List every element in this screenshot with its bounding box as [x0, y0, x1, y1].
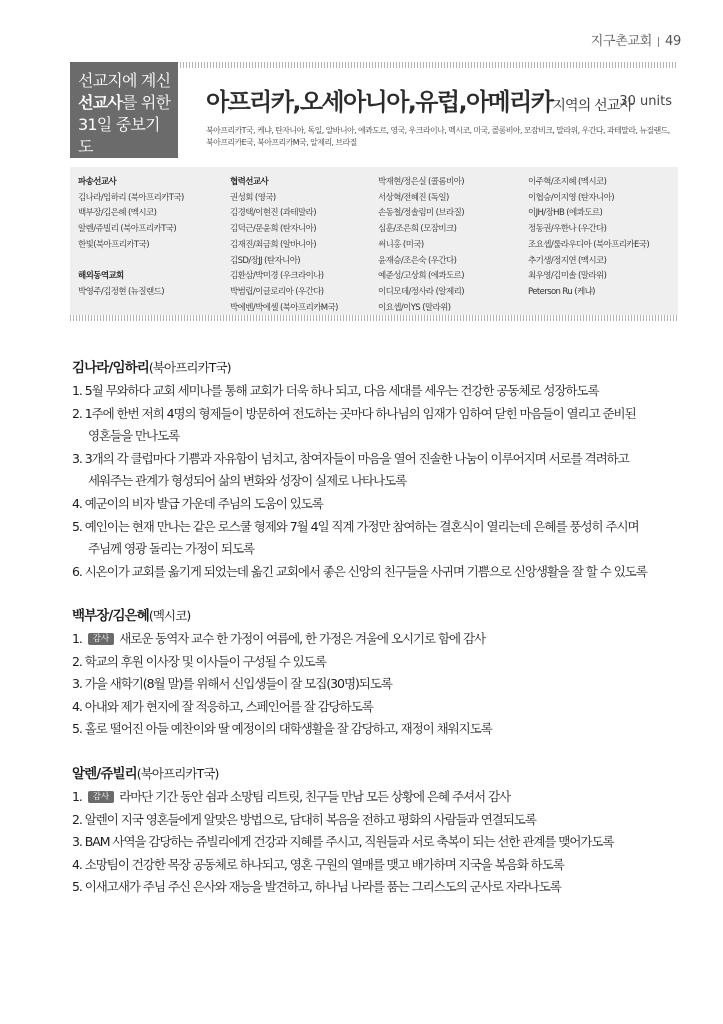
prayer-section — [72, 762, 692, 899]
roster-entry: 추기생/정지연 (멕시코) — [528, 255, 607, 266]
units-label: 30 units — [619, 94, 672, 109]
roster-entry: 서상혁/전혜진 (독일) — [378, 192, 449, 203]
roster-entry: 심훈/조은희 (모잠비크) — [378, 224, 457, 235]
missionary-region: (북아프리카T국) — [136, 766, 219, 781]
prayer-number: 2. — [72, 653, 85, 669]
prayer-number: 1. — [72, 383, 85, 398]
prayer-text: 이새고새가 주님 주신 은사와 재능을 발견하고, 하나님 나라를 품는 그리스도의 군사로 자라나도록 — [84, 879, 561, 895]
roster-heading: 파송선교사 — [78, 177, 117, 187]
roster-column-3 — [378, 175, 464, 316]
missionary-name — [72, 762, 692, 782]
prayer-number: 5. — [72, 879, 85, 895]
missionary-region: (북아프리카T국) — [148, 360, 231, 375]
prayer-text: 5월 무와하다 교회 세미나를 통해 교회가 더욱 하나 되고, 다음 세대를 세우는 건강한 공동체로 성장하도록 — [84, 383, 599, 398]
banner-line-2-bold: 선교사 — [78, 93, 122, 112]
prayer-number: 3. — [72, 676, 85, 692]
prayer-item — [72, 696, 692, 719]
roster-entry: 손동철/정솔림미 (브라질) — [378, 208, 464, 219]
prayer-text: 예인이는 현재 만나는 같은 로스쿨 형제와 7월 4일 직계 가정만 참여하는 결혼식이 열리는데 은혜를 풍성히 주시며 — [84, 518, 639, 534]
prayer-number: 3. — [72, 450, 85, 466]
prayer-number: 4. — [72, 856, 85, 872]
roster-entry: 김환삼/박미경 (우크라이나) — [230, 271, 324, 282]
page-number: 49 — [665, 34, 681, 49]
prayer-number: 2. — [72, 405, 85, 421]
prayer-number: 4. — [72, 698, 85, 714]
roster-heading: 해외동역교회 — [78, 271, 124, 282]
prayer-section — [72, 604, 692, 741]
prayer-number: 2. — [72, 811, 85, 827]
roster-entry: 이디모데/정사라 (알제리) — [378, 286, 464, 297]
header-divider — [658, 37, 659, 47]
prayer-item — [72, 809, 692, 832]
prayer-text: 알렌이 지국 영혼들에게 알맞은 방법으로, 담대히 복음을 전하고 평화의 사람들과 연결되도록 — [84, 811, 536, 827]
prayer-number: 5. — [72, 721, 85, 737]
prayer-item — [72, 854, 692, 877]
prayer-section — [72, 356, 692, 583]
banner-line-2 — [78, 92, 172, 114]
page-header — [591, 30, 681, 49]
prayer-text: BAM 사역을 감당하는 쥬빌리에게 건강과 지혜를 주시고, 직원들과 서로 축복이 되는 선한 관계를 맺어가도록 — [84, 834, 614, 850]
prayer-number: 1. — [72, 789, 85, 804]
decorative-stripe — [70, 315, 678, 321]
thanks-badge: 감사 — [88, 791, 114, 803]
roster-entry: 써니홍 (미국) — [378, 239, 424, 250]
roster-entry: 조요셉/룰라우디아 (북아프리카E국) — [528, 239, 650, 250]
missionary-name-text: 김나라/임하리 — [72, 360, 149, 376]
prayer-text: 새로운 동역자 교수 한 가정이 여름에, 한 가정은 겨울에 오시기로 함에 감사 — [119, 631, 486, 646]
prayer-number: 4. — [72, 495, 85, 511]
decorative-stripe — [180, 62, 678, 68]
page-title — [206, 82, 632, 117]
banner-line-2-rest: 를 위한 — [121, 93, 171, 112]
banner-line-1: 선교지에 계신 — [78, 71, 171, 90]
roster-entry: 최우영/김미솔 (말라위) — [528, 271, 607, 282]
page-title-main: 아프리카,오세아니아,유럽,아메리카 — [206, 88, 553, 116]
church-name: 지구촌교회 — [590, 34, 653, 49]
roster-entry: 김SD/장JJ (탄자니아) — [230, 255, 301, 266]
roster-entry: 이JH/장HB (에콰도르) — [528, 208, 603, 219]
roster-entry: 이주혁/조지혜 (멕시코) — [528, 177, 607, 187]
prayer-text: 가을 새학기(8월 말)를 위해서 신입생들이 잘 모집(30명)되도록 — [84, 676, 392, 692]
prayer-text-continued: 세워주는 관계가 형성되어 삶의 변화와 성장이 실제로 나타나도록 — [88, 473, 407, 489]
prayer-number: 3. — [72, 834, 85, 850]
missionary-name — [72, 356, 692, 376]
prayer-item — [72, 673, 692, 696]
banner-title-box — [70, 62, 178, 158]
prayer-text: 3개의 각 클럽마다 기쁨과 자유함이 넘치고, 참여자들이 마음을 열어 진솔한 나눔이 이루어지며 서로를 격려하고 — [84, 450, 629, 466]
roster-entry: 김경택/이현진 (과테말라) — [230, 208, 316, 219]
roster-column-4 — [528, 175, 649, 301]
missionary-name-text: 백부장/김은혜 — [72, 608, 149, 624]
roster-entry: 예준성/고상희 (에콰도르) — [378, 271, 464, 282]
prayer-item — [72, 628, 692, 651]
roster-entry: 박에벤/박에셀 (북아프리카M국) — [230, 302, 338, 313]
prayer-text: 학교의 후원 이사장 및 이사들이 구성될 수 있도록 — [84, 653, 326, 669]
prayer-item — [72, 403, 692, 448]
prayer-item — [72, 561, 692, 584]
roster-entry: 이요셉/이YS (말라위) — [378, 302, 451, 313]
missionary-name-text: 알렌/쥬빌리 — [72, 766, 137, 782]
roster-entry: Peterson Ru (케냐) — [528, 286, 595, 297]
prayer-text: 시온이가 교회를 옮기게 되었는데 옮긴 교회에서 좋은 신앙의 친구들을 사귀며 기쁨으로 신앙생활을 잘 할 수 있도록 — [84, 563, 647, 579]
roster-entry: 김나라/임하리 (북아프리카T국) — [78, 192, 184, 203]
prayer-text: 아내와 제가 현지에 잘 적응하고, 스페인어를 잘 감당하도록 — [84, 698, 373, 714]
missionary-region: (멕시코) — [148, 608, 191, 623]
roster-entry: 박범립/이글로리아 (우간다) — [230, 286, 324, 297]
roster-entry: 김재진/최금희 (알바니아) — [230, 239, 316, 250]
prayer-text: 1주에 한번 저희 4명의 형제들이 방문하여 전도하는 곳마다 하나님의 임재가 임하여 닫힌 마음들이 열리고 준비된 — [84, 405, 636, 421]
prayer-item — [72, 516, 692, 561]
roster-entry: 권성회 (영국) — [230, 192, 276, 203]
prayer-item — [72, 651, 692, 674]
roster-column-2 — [230, 175, 338, 316]
roster-entry: 이협승/이지영 (탄자니아) — [528, 192, 614, 203]
prayer-text-continued: 주님께 영광 돌리는 가정이 되도록 — [88, 541, 255, 557]
prayer-number: 6. — [72, 563, 85, 579]
roster-entry: 알렌/쥬빌리 (북아프리카T국) — [78, 224, 177, 235]
prayer-item — [72, 448, 692, 493]
prayer-number: 1. — [72, 631, 85, 646]
missionary-roster — [70, 167, 678, 315]
roster-entry: 한빛(북아프리카T국) — [78, 239, 149, 250]
prayer-item — [72, 493, 692, 516]
banner-line-3: 31일 중보기도 — [78, 115, 160, 156]
prayer-banner — [70, 62, 678, 162]
prayer-item — [72, 831, 692, 854]
roster-entry: 김덕근/문윤희 (탄자니아) — [230, 224, 316, 235]
prayer-text: 예군이의 비자 발급 가운데 주님의 도움이 있도록 — [84, 495, 323, 511]
roster-spacer — [78, 254, 184, 270]
page-title-suffix: 지역의 선교사 — [552, 98, 633, 114]
roster-column-1 — [78, 175, 184, 301]
prayer-item — [72, 380, 692, 403]
roster-entry: 정동권/우한나 (우간다) — [528, 224, 607, 235]
roster-entry: 백부장/김은혜 (멕시코) — [78, 208, 157, 219]
prayer-item — [72, 718, 692, 741]
prayer-text: 홀로 떨어진 아들 예찬이와 딸 예정이의 대학생활을 잘 감당하고, 재정이 채워지도록 — [84, 721, 492, 737]
roster-entry: 박영주/김정현 (뉴질랜드) — [78, 286, 164, 297]
roster-heading: 협력선교사 — [230, 177, 269, 187]
prayer-item — [72, 876, 692, 899]
country-list: 북아프리카T국, 케냐, 탄자니아, 독일, 알바니아, 에콰도르, 영국, 우크라이나, 멕시코, 미국, 콜롬비아, 모잠비크, 말라위, 우간다, 과테말라, 뉴질랜드, 북아프리카E국, 북아프리카M국, 알제리, 브라질 — [206, 126, 670, 147]
prayer-item — [72, 786, 692, 809]
missionary-name — [72, 604, 692, 624]
roster-entry: 박재현/정은실 (콜롬비아) — [378, 177, 464, 187]
prayer-number: 5. — [72, 518, 85, 534]
prayer-text: 소망팀이 건강한 목장 공동체로 하나되고, 영혼 구원의 열매를 맺고 배가하며 지국을 복음화 하도록 — [84, 856, 564, 872]
roster-entry: 윤재승/조은숙 (우간다) — [378, 255, 457, 266]
prayer-text: 라마단 기간 동안 쉼과 소망팀 리트릿, 친구들 만남 모든 상황에 은혜 주셔서 감사 — [119, 789, 510, 804]
prayer-text-continued: 영혼들을 만나도록 — [88, 428, 180, 444]
thanks-badge: 감사 — [88, 633, 114, 645]
